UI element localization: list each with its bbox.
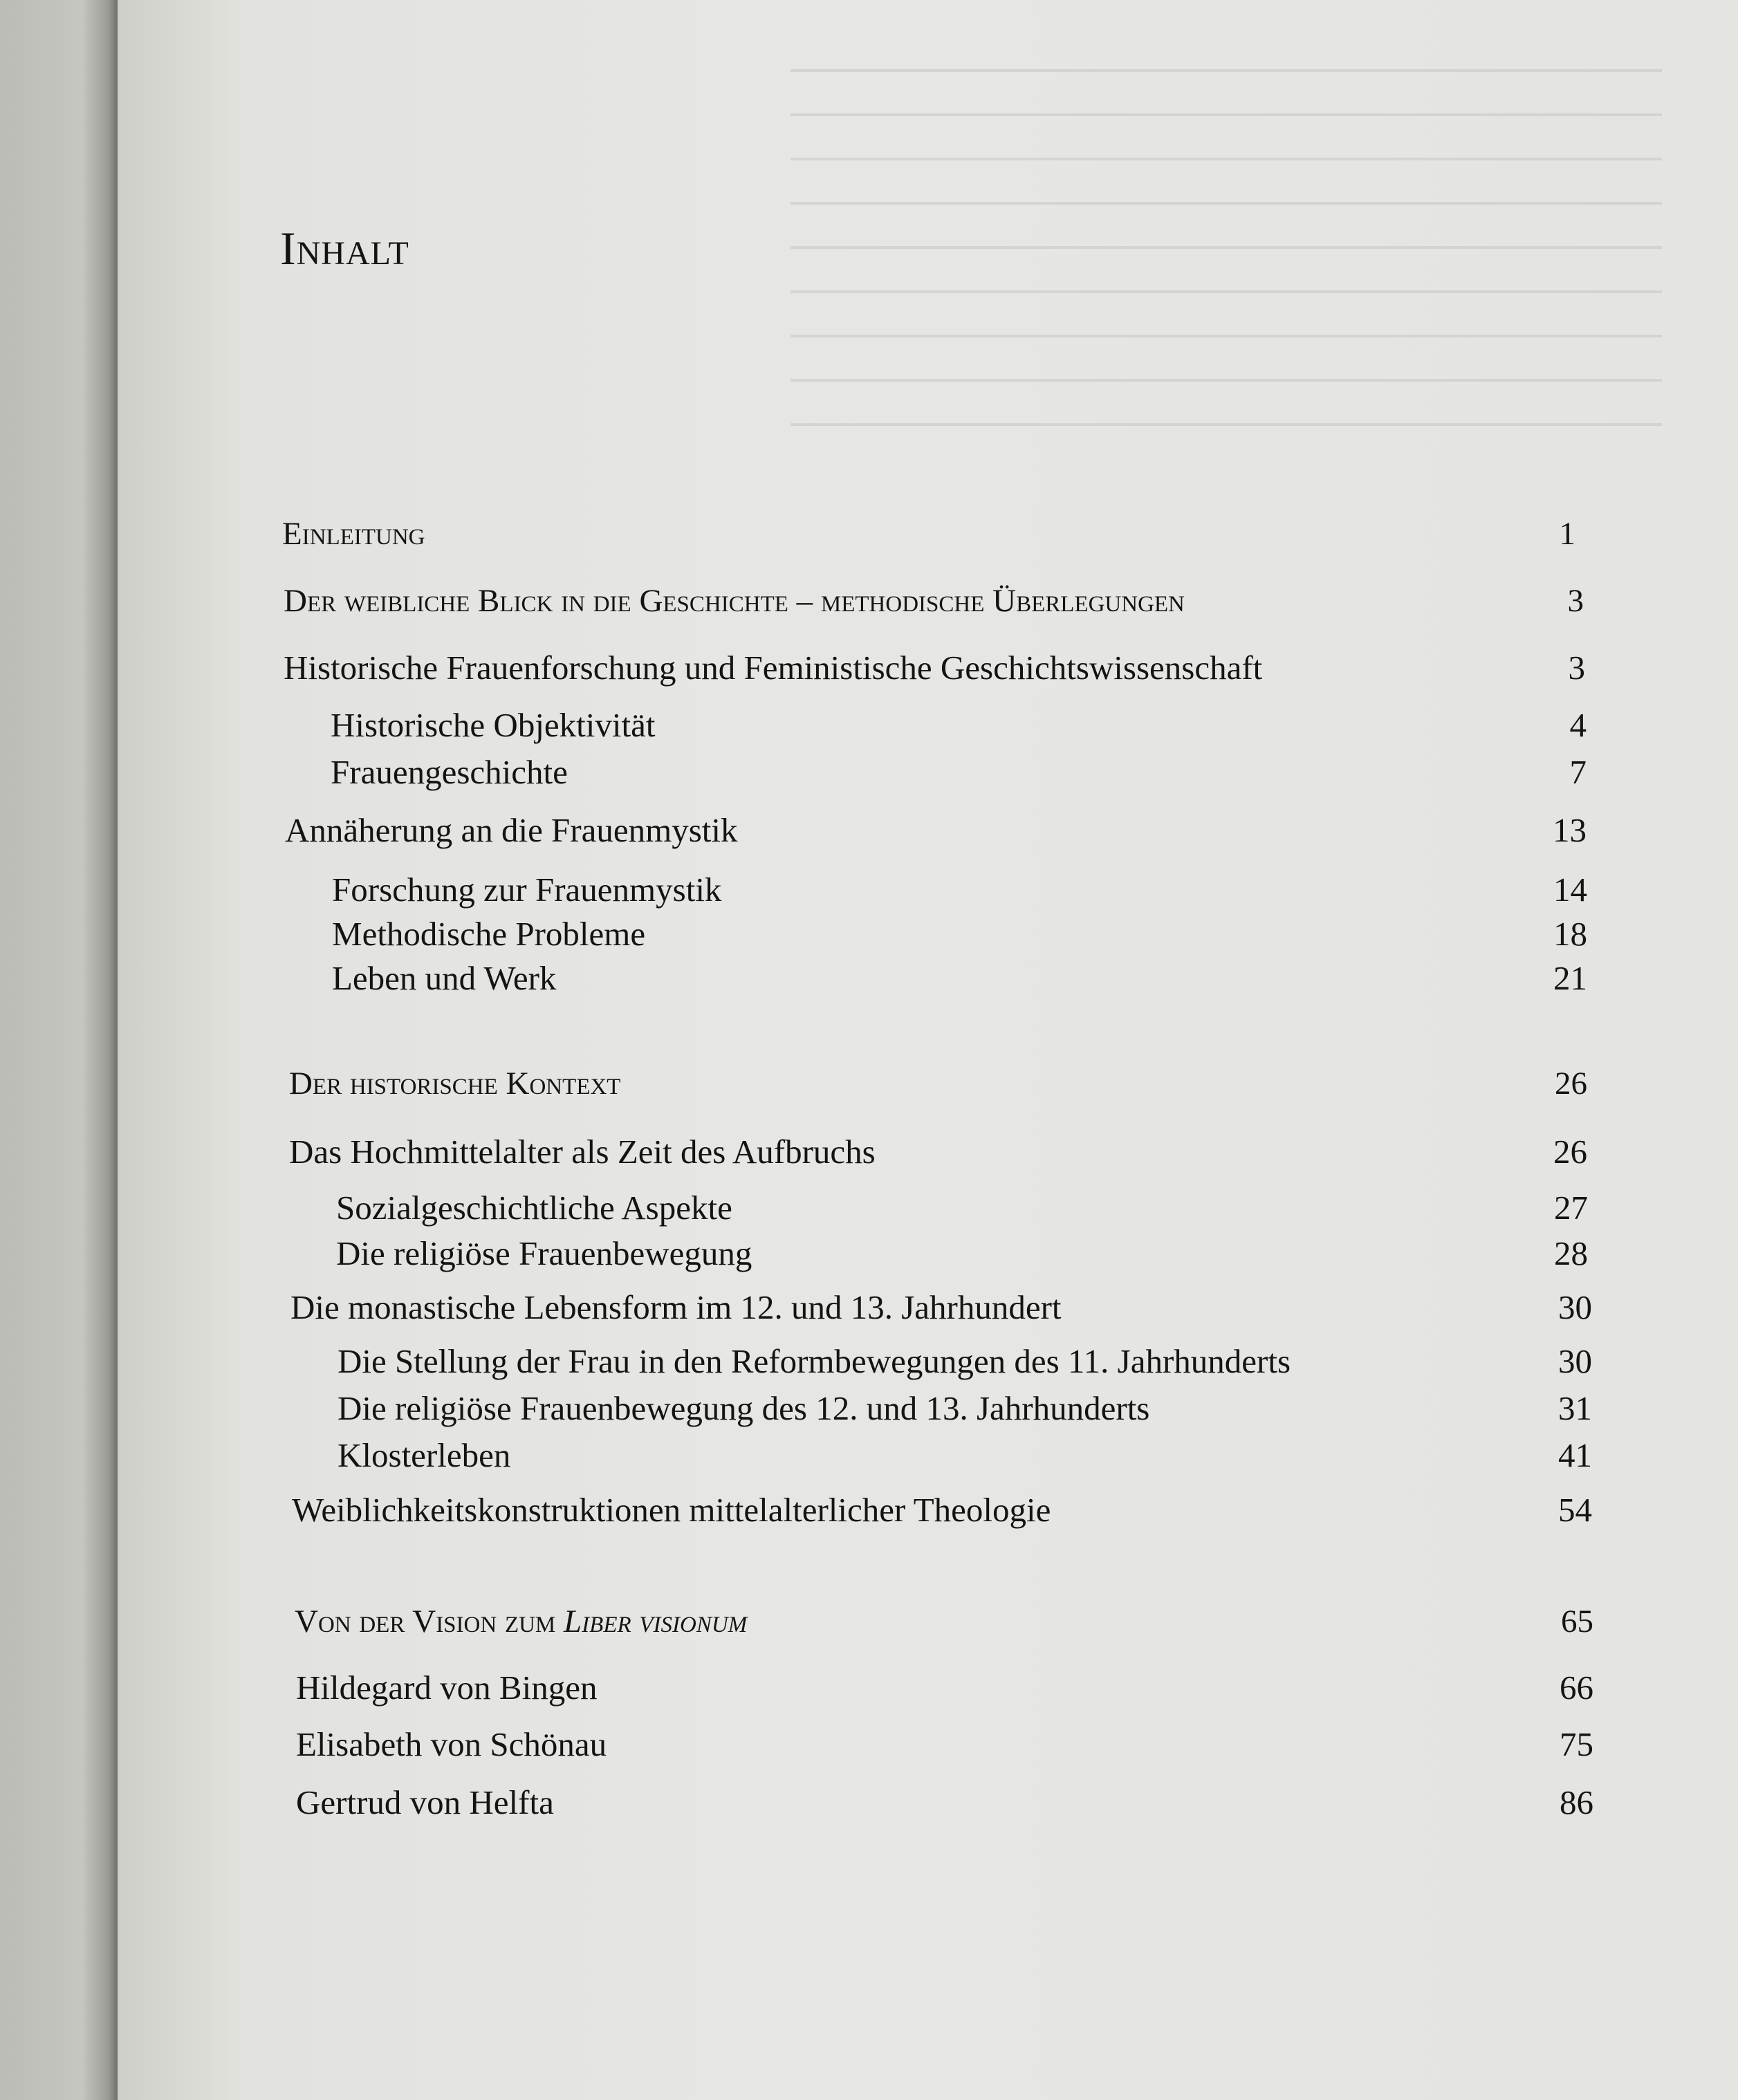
- toc-entry-page: 66: [1560, 1669, 1593, 1707]
- toc-entry-page: 7: [1569, 753, 1587, 791]
- show-through-text: [791, 28, 1662, 443]
- toc-heading: Inhalt: [280, 222, 409, 275]
- toc-entry-page: 28: [1554, 1234, 1588, 1272]
- adjacent-page-edge: [0, 0, 118, 2100]
- toc-entry-page: 31: [1558, 1389, 1592, 1427]
- toc-entry-title: Forschung zur Frauenmystik: [332, 871, 722, 909]
- toc-entry-page: 3: [1568, 649, 1585, 687]
- toc-entry-page: 41: [1558, 1436, 1592, 1474]
- toc-entry-page: 86: [1560, 1783, 1593, 1821]
- toc-entry-page: 54: [1558, 1491, 1592, 1529]
- toc-entry-title: Sozialgeschichtliche Aspekte: [336, 1189, 732, 1227]
- toc-entry-title: Elisabeth von Schönau: [296, 1725, 607, 1763]
- toc-entry-title: Gertrud von Helfta: [296, 1783, 554, 1821]
- toc-entry-title: Die religiöse Frauenbewegung: [336, 1234, 752, 1272]
- toc-entry-title: Von der Vision zum Liber visionum: [295, 1604, 748, 1639]
- toc-entry-title: Der weibliche Blick in die Geschichte – methodische Überlegungen: [284, 583, 1185, 619]
- toc-entry-page: 1: [1559, 516, 1575, 552]
- toc-entry-page: 27: [1554, 1189, 1588, 1227]
- toc-entry-title: Die monastische Lebensform im 12. und 13. Jahrhundert: [290, 1288, 1062, 1326]
- toc-entry-title: Die religiöse Frauenbewegung des 12. und 13. Jahrhunderts: [338, 1389, 1150, 1427]
- toc-entry-page: 3: [1567, 583, 1584, 619]
- toc-entry-page: 4: [1569, 706, 1587, 744]
- toc-entry-title: Einleitung: [282, 516, 425, 552]
- toc-entry-title-italic: Liber visionum: [564, 1604, 748, 1639]
- toc-entry-title: Weiblichkeitskonstruktionen mittelalterlicher Theologie: [292, 1491, 1051, 1529]
- toc-entry-title: Der historische Kontext: [289, 1066, 621, 1102]
- toc-entry-page: 18: [1553, 915, 1587, 953]
- toc-entry-page: 65: [1561, 1604, 1593, 1639]
- toc-entry-title: Methodische Probleme: [332, 915, 646, 953]
- toc-entry-title: Die Stellung der Frau in den Reformbewegungen des 11. Jahrhunderts: [338, 1342, 1291, 1380]
- toc-entry-title: Leben und Werk: [332, 959, 557, 997]
- toc-entry-page: 21: [1553, 959, 1587, 997]
- toc-entry-page: 30: [1558, 1288, 1592, 1326]
- toc-entry-page: 14: [1553, 871, 1587, 909]
- toc-entry-title: Das Hochmittelalter als Zeit des Aufbruchs: [289, 1133, 876, 1171]
- toc-entry-title: Hildegard von Bingen: [296, 1669, 598, 1707]
- toc-entry-page: 26: [1555, 1066, 1587, 1102]
- toc-entry-title: Klosterleben: [338, 1436, 511, 1474]
- toc-entry-page: 75: [1560, 1725, 1593, 1763]
- toc-entry-page: 30: [1558, 1342, 1592, 1380]
- toc-entry-title: Historische Frauenforschung und Feministische Geschichtswissenschaft: [284, 649, 1263, 687]
- toc-entry-page: 26: [1553, 1133, 1587, 1171]
- toc-entry-title: Frauengeschichte: [331, 753, 568, 791]
- toc-entry-title: Annäherung an die Frauenmystik: [285, 811, 738, 849]
- toc-entry-title: Historische Objektivität: [331, 706, 656, 744]
- toc-entry-page: 13: [1553, 811, 1587, 849]
